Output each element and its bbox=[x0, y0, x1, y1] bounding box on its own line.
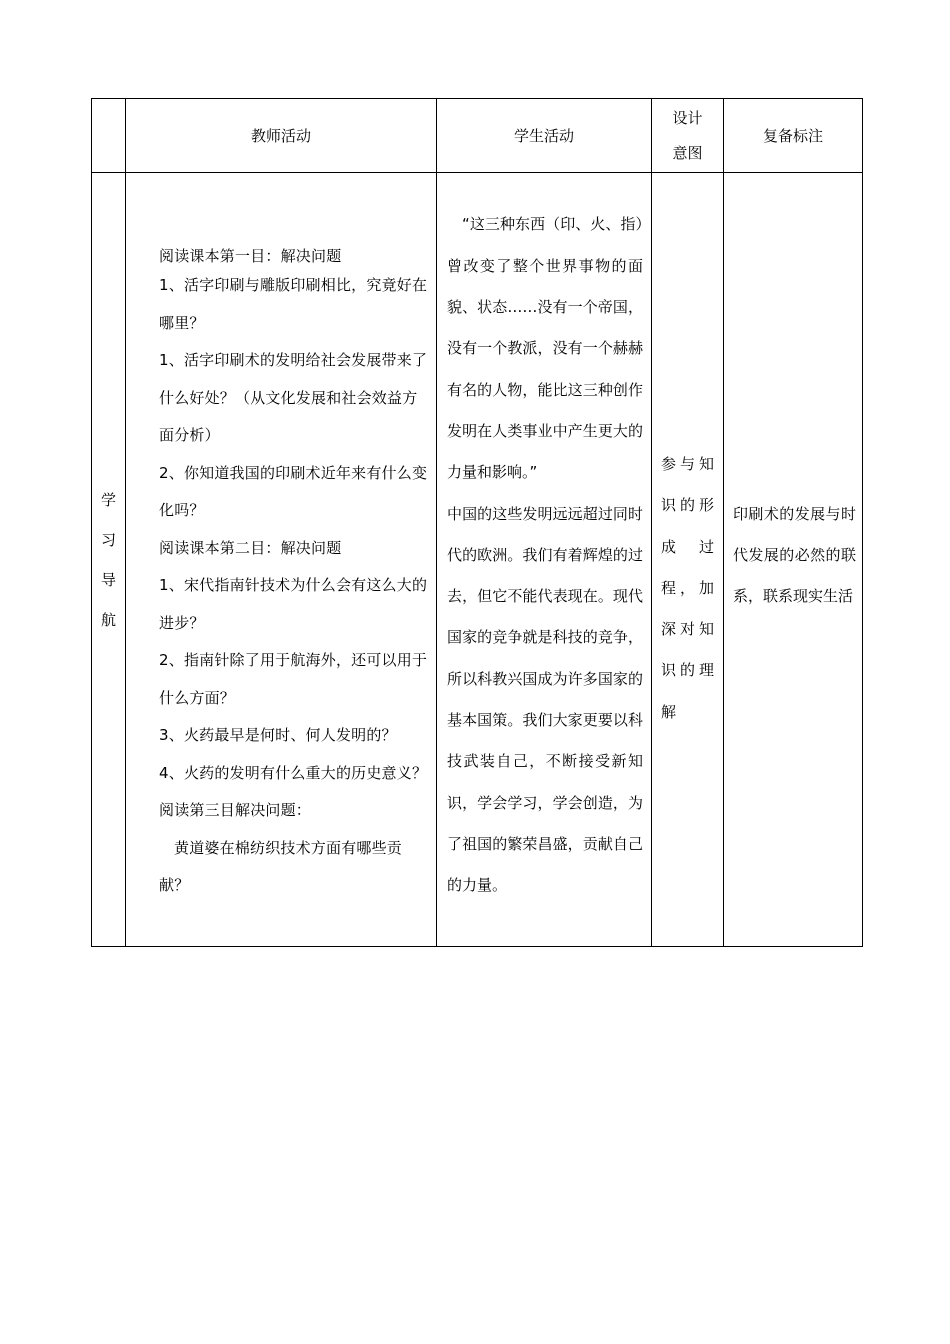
section-label-char: 习 bbox=[100, 530, 116, 549]
review-notes-text: 印刷术的发展与时代发展的必然的联系，联系现实生活 bbox=[733, 505, 856, 605]
section-label-char: 导 bbox=[100, 570, 116, 589]
teacher-line: 黄道婆在棉纺织技术方面有哪些贡献？ bbox=[159, 838, 403, 895]
section-label-char: 航 bbox=[100, 610, 116, 629]
header-design-intent bbox=[652, 99, 724, 173]
student-quote: “这三种东西（印、火、指）曾改变了整个世界事物的面貌、状态……没有一个帝国，没有一个教派，没有一个赫赫有名的人物，能比这三种创作发明在人类事业中产生更大的力量和影响。” bbox=[447, 215, 643, 482]
teacher-line: 阅读课本第一目：解决问题 bbox=[159, 247, 342, 266]
design-intent-text: 参与知识的形成过程，加深对知识的理解 bbox=[661, 454, 714, 721]
teacher-line: 阅读课本第二目：解决问题 bbox=[159, 538, 342, 557]
teacher-line: 1、活字印刷与雕版印刷相比，究竟好在哪里？ bbox=[159, 276, 428, 332]
student-text: 中国的这些发明远远超过同时代的欧洲。我们有着辉煌的过去，但它不能代表现在。现代国家的竞争就是科技的竞争，所以科教兴国成为许多国家的基本国策。我们大家更要以科技武装自己，不断接受新知识，学会学习，学会创造，为了祖国的繁荣昌盛，贡献自己的力量。 bbox=[447, 504, 643, 895]
section-label-cell bbox=[92, 173, 126, 947]
design-intent-cell bbox=[652, 173, 724, 947]
header-design-line-2: 意图 bbox=[672, 143, 703, 162]
table-header-row bbox=[92, 99, 863, 173]
table-row bbox=[92, 173, 863, 947]
header-student-activity: 学生活动 bbox=[437, 99, 652, 173]
review-notes-cell bbox=[724, 173, 863, 947]
teacher-line: 2、你知道我国的印刷术近年来有什么变化吗？ bbox=[159, 463, 428, 520]
student-activity-cell bbox=[437, 173, 652, 947]
header-review-notes: 复备标注 bbox=[724, 99, 863, 173]
teacher-line: 阅读第三目解决问题： bbox=[159, 801, 312, 820]
lesson-plan-table bbox=[91, 98, 863, 947]
teacher-line: 1、活字印刷术的发明给社会发展带来了什么好处？（从文化发展和社会效益方面分析） bbox=[159, 351, 428, 445]
teacher-line: 4、火药的发明有什么重大的历史意义？ bbox=[159, 763, 428, 782]
header-design-line-1: 设计 bbox=[672, 108, 703, 127]
header-teacher-activity: 教师活动 bbox=[126, 99, 437, 173]
teacher-activity-cell bbox=[126, 173, 437, 947]
section-label-char: 学 bbox=[100, 490, 116, 509]
teacher-line: 3、火药最早是何时、何人发明的？ bbox=[159, 726, 397, 745]
teacher-line: 2、指南针除了用于航海外，还可以用于什么方面？ bbox=[159, 651, 428, 707]
teacher-line: 1、宋代指南针技术为什么会有这么大的进步？ bbox=[159, 576, 428, 632]
header-side-cell bbox=[92, 99, 126, 173]
